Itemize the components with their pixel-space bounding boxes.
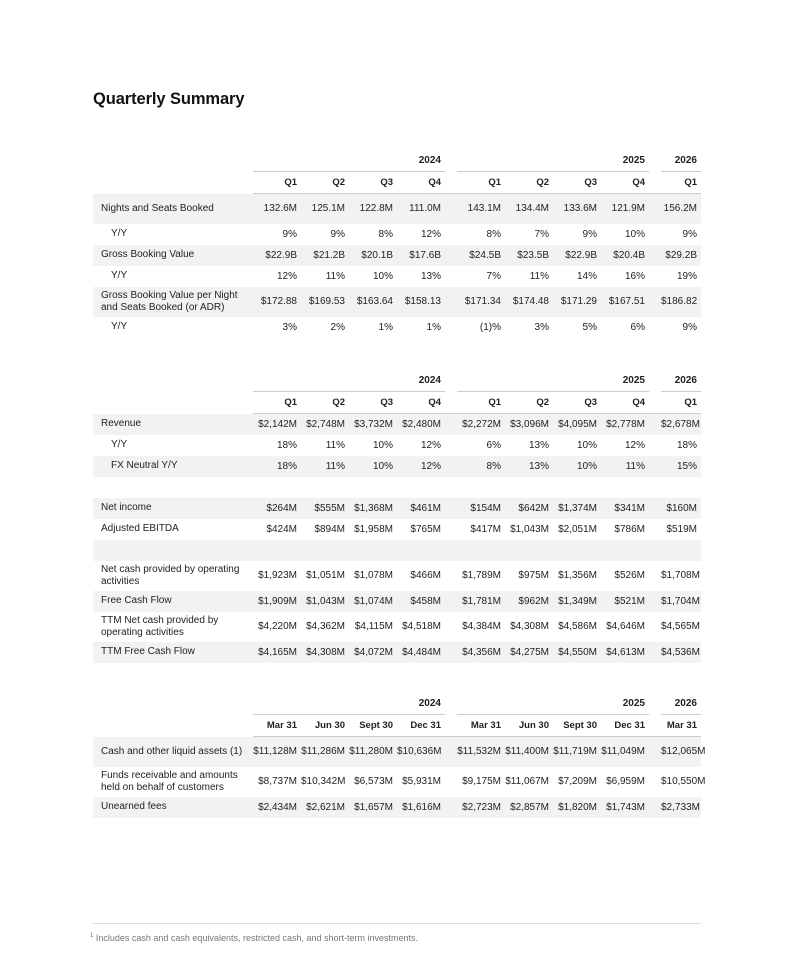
table-cell: $1,708M (661, 570, 700, 581)
table-cell: $23.5B (505, 245, 553, 266)
table-cell: 9% (330, 228, 345, 240)
table-cell: 132.6M (253, 194, 301, 224)
table-cell: 11% (325, 270, 345, 282)
column-header: Q3 (553, 392, 601, 414)
table-cell: 134.4M (505, 194, 553, 224)
table-cell: $17.6B (397, 245, 445, 266)
table-cell: 18% (276, 439, 297, 451)
footnote-divider (93, 923, 701, 924)
table-cell: $4,165M (253, 642, 301, 663)
table-row (93, 435, 701, 456)
table-cell: $11,286M (301, 737, 349, 767)
table-cell: $1,789M (462, 570, 501, 581)
table-row (93, 266, 701, 287)
table-cell: 8% (457, 456, 505, 477)
table-cell: $1,743M (601, 797, 649, 818)
table-cell: $1,781M (457, 591, 505, 612)
footnote-text: Includes cash and cash equivalents, restricted cash, and short-term investments. (95, 933, 419, 943)
table-row (93, 414, 701, 435)
column-header: Dec 31 (601, 715, 649, 737)
table-cell: $4,275M (505, 642, 553, 663)
table-cell: $4,646M (606, 621, 645, 632)
table-cell: $3,732M (349, 414, 397, 435)
table-cell: $4,550M (553, 642, 601, 663)
table-cell: $22.9B (553, 245, 601, 266)
table-cell: (1)% (479, 321, 501, 333)
table-cell: $521M (601, 591, 649, 612)
table-cell: 11% (529, 270, 549, 282)
column-header: Q2 (301, 392, 349, 414)
year-header: 2024 (253, 149, 445, 172)
row-label: Free Cash Flow (93, 591, 253, 612)
table-cell: $7,209M (558, 776, 597, 787)
row-label: Adjusted EBITDA (101, 523, 179, 534)
table-cell: $4,613M (601, 642, 649, 663)
table-row (93, 194, 701, 224)
table-cell: 14% (576, 270, 597, 282)
column-header: Q3 (349, 172, 397, 194)
column-header: Q1 (253, 392, 301, 414)
table-row (93, 224, 701, 245)
column-header: Q4 (397, 392, 445, 414)
table-cell: 133.6M (553, 194, 601, 224)
table-cell: 9% (282, 228, 297, 240)
table-row (93, 287, 701, 317)
table-cell: 11% (601, 456, 649, 477)
table-cell: $172.88 (253, 287, 301, 317)
table-cell: 1% (378, 321, 393, 333)
column-header: Q4 (601, 172, 649, 194)
table-cell: $424M (266, 523, 297, 535)
table-row (93, 561, 701, 591)
table-cell: 11% (301, 456, 349, 477)
table-cell: $4,384M (462, 621, 501, 632)
table-cell: $4,095M (553, 414, 601, 435)
table-row (93, 612, 701, 642)
table-cell: $24.5B (457, 245, 505, 266)
table-cell: 143.1M (457, 194, 505, 224)
spacer-row (93, 540, 701, 561)
table-cell: $1,820M (553, 797, 601, 818)
table-cell: $642M (505, 498, 553, 519)
table-cell: $519M (666, 523, 697, 535)
table-cell: $9,175M (462, 776, 501, 787)
table-cell: $1,051M (306, 570, 345, 581)
table-cell: $163.64 (349, 287, 397, 317)
table-cell: 7% (534, 228, 549, 240)
column-header: Q3 (349, 392, 397, 414)
table-cell: $160M (661, 498, 701, 519)
year-header: 2026 (661, 692, 701, 715)
table-cell: 10% (372, 270, 393, 282)
column-header: Q2 (301, 172, 349, 194)
table-cell: 13% (528, 439, 549, 451)
table-cell: $20.4B (601, 245, 649, 266)
table-cell: $22.9B (253, 245, 301, 266)
table-cell: $765M (410, 523, 441, 535)
column-header: Q3 (553, 172, 601, 194)
table-cell: $4,586M (558, 621, 597, 632)
column-header: Mar 31 (661, 715, 701, 737)
table-cell: 9% (682, 228, 697, 240)
column-header: Q1 (661, 172, 701, 194)
row-label: Revenue (93, 414, 253, 435)
year-header: 2025 (457, 369, 649, 392)
table-cell: $1,349M (553, 591, 601, 612)
spacer-row (93, 477, 701, 498)
table-cell: $174.48 (505, 287, 553, 317)
table-cell: $2,733M (661, 797, 701, 818)
table-cell: $5,931M (402, 776, 441, 787)
table-cell: 1% (426, 321, 441, 333)
table-cell: $11,049M (601, 737, 649, 767)
table-cell: 9% (682, 321, 697, 333)
balance-table (93, 692, 706, 818)
table-cell: 2% (330, 321, 345, 333)
table-cell: $975M (518, 570, 549, 581)
table-cell: $1,074M (349, 591, 397, 612)
table-cell: $4,536M (661, 642, 701, 663)
table-cell: $2,142M (253, 414, 301, 435)
column-header: Q1 (253, 172, 301, 194)
row-label: Gross Booking Value (93, 245, 253, 266)
table-cell: 18% (253, 456, 301, 477)
table-cell: $169.53 (301, 287, 349, 317)
table-cell: 10% (576, 439, 597, 451)
row-label: Y/Y (111, 228, 128, 239)
table-cell: $1,078M (354, 570, 393, 581)
row-label: Gross Booking Value per Night and Seats Booked (or ADR) (93, 287, 253, 317)
table-cell: $1,368M (349, 498, 397, 519)
row-label: TTM Free Cash Flow (93, 642, 253, 663)
table-cell: $1,923M (258, 570, 297, 581)
table-cell: $4,308M (301, 642, 349, 663)
table-cell: 9% (582, 228, 597, 240)
table-row (93, 456, 701, 477)
column-header: Q1 (661, 392, 701, 414)
table-cell: 111.0M (397, 194, 445, 224)
table-cell: $1,657M (349, 797, 397, 818)
row-label: TTM Net cash provided by operating activities (101, 614, 219, 638)
table-cell: $894M (314, 523, 345, 535)
column-header: Q4 (397, 172, 445, 194)
table-row (93, 737, 701, 767)
table-cell: $2,723M (457, 797, 505, 818)
table-cell: 10% (624, 228, 645, 240)
table-cell: $4,518M (402, 621, 441, 632)
table-cell: 122.8M (349, 194, 397, 224)
table-cell: $962M (505, 591, 553, 612)
table-cell: $29.2B (661, 245, 701, 266)
table-cell: 12% (420, 439, 441, 451)
column-header: Q1 (457, 392, 505, 414)
year-header: 2024 (253, 692, 445, 715)
table-cell: $2,272M (457, 414, 505, 435)
table-cell: 121.9M (601, 194, 649, 224)
column-header: Dec 31 (397, 715, 445, 737)
year-header: 2024 (253, 369, 445, 392)
bookings-table (93, 149, 701, 338)
table-cell: 7% (486, 270, 501, 282)
table-cell: $264M (253, 498, 301, 519)
table-cell: $10,550M (661, 776, 706, 787)
table-cell: 16% (624, 270, 645, 282)
table-cell: $154M (457, 498, 505, 519)
table-cell: 8% (378, 228, 393, 240)
table-cell: $6,959M (606, 776, 645, 787)
table-cell: $10,636M (397, 737, 445, 767)
table-cell: 8% (486, 228, 501, 240)
table-cell: $466M (410, 570, 441, 581)
table-cell: $6,573M (354, 776, 393, 787)
row-label: Cash and other liquid assets (1) (93, 737, 253, 767)
table-cell: $21.2B (301, 245, 349, 266)
table-cell: $20.1B (349, 245, 397, 266)
table-cell: $4,308M (510, 621, 549, 632)
table-cell: 12% (397, 456, 445, 477)
table-cell: $461M (397, 498, 445, 519)
footnote (90, 933, 418, 943)
table-cell: $12,065M (661, 737, 701, 767)
table-cell: 10% (553, 456, 601, 477)
table-cell: $1,958M (354, 523, 393, 535)
column-header: Jun 30 (301, 715, 349, 737)
table-cell: $11,067M (505, 776, 549, 787)
table-cell: $8,737M (258, 776, 297, 787)
table-cell: 156.2M (661, 194, 701, 224)
table-cell: $4,356M (457, 642, 505, 663)
table-cell: 6% (486, 439, 501, 451)
row-label: Net income (93, 498, 253, 519)
table-cell: 5% (582, 321, 597, 333)
table-cell: 12% (420, 228, 441, 240)
table-cell: $11,719M (553, 737, 601, 767)
row-label: FX Neutral Y/Y (93, 456, 253, 477)
table-cell: 6% (630, 321, 645, 333)
column-header: Q1 (457, 172, 505, 194)
table-cell: $341M (601, 498, 649, 519)
table-cell: $1,374M (553, 498, 601, 519)
row-label: Y/Y (111, 270, 128, 281)
table-row (93, 245, 701, 266)
table-cell: 10% (349, 456, 397, 477)
table-cell: $2,678M (661, 414, 701, 435)
column-header: Sept 30 (349, 715, 397, 737)
table-cell: $11,128M (253, 737, 301, 767)
row-label: Unearned fees (93, 797, 253, 818)
table-cell: $1,356M (558, 570, 597, 581)
table-cell: 3% (282, 321, 297, 333)
table-cell: $2,857M (505, 797, 553, 818)
year-header: 2025 (457, 149, 649, 172)
table-cell: $3,096M (505, 414, 553, 435)
table-cell: $4,565M (661, 621, 700, 632)
table-cell: 12% (276, 270, 297, 282)
table-cell: 18% (676, 439, 697, 451)
table-cell: $786M (614, 523, 645, 535)
table-cell: $171.34 (457, 287, 505, 317)
column-header: Q4 (601, 392, 649, 414)
table-cell: $4,115M (354, 621, 393, 632)
table-cell: $1,704M (661, 591, 701, 612)
table-cell: $11,400M (505, 737, 553, 767)
column-header: Q2 (505, 172, 553, 194)
table-cell: $11,532M (457, 737, 505, 767)
table-cell: 19% (676, 270, 697, 282)
row-label: Net cash provided by operating activities (101, 563, 240, 587)
table-cell: $4,220M (258, 621, 297, 632)
table-cell: 11% (325, 439, 345, 451)
table-cell: $458M (397, 591, 445, 612)
table-cell: $1,043M (301, 591, 349, 612)
table-cell: 13% (420, 270, 441, 282)
column-header: Jun 30 (505, 715, 553, 737)
table-row (93, 519, 701, 540)
table-cell: $2,778M (601, 414, 649, 435)
table-cell: $2,748M (301, 414, 349, 435)
table-row (93, 797, 701, 818)
table-cell: 13% (505, 456, 553, 477)
table-cell: $1,616M (397, 797, 445, 818)
table-cell: $10,342M (301, 776, 346, 787)
table-cell: $167.51 (601, 287, 649, 317)
table-cell: $526M (614, 570, 645, 581)
table-cell: $2,051M (558, 523, 597, 535)
row-label: Y/Y (111, 321, 128, 332)
table-row (93, 767, 701, 797)
table-cell: 3% (534, 321, 549, 333)
table-cell: $417M (470, 523, 501, 535)
year-header: 2026 (661, 149, 701, 172)
table-cell: $2,480M (397, 414, 445, 435)
table-cell: 125.1M (301, 194, 349, 224)
column-header: Mar 31 (457, 715, 505, 737)
year-header: 2026 (661, 369, 701, 392)
table-cell: $171.29 (553, 287, 601, 317)
table-cell: $1,043M (510, 523, 549, 535)
table-cell: $186.82 (661, 287, 701, 317)
table-row (93, 591, 701, 612)
row-label: Y/Y (111, 439, 128, 450)
table-cell: $158.13 (397, 287, 445, 317)
column-header: Sept 30 (553, 715, 601, 737)
table-cell: 15% (661, 456, 701, 477)
footnote-marker: 1 (90, 933, 94, 939)
table-cell: 10% (372, 439, 393, 451)
table-cell: 12% (624, 439, 645, 451)
table-cell: $11,280M (349, 737, 397, 767)
table-row (93, 498, 701, 519)
column-header: Mar 31 (253, 715, 301, 737)
table-cell: $4,072M (349, 642, 397, 663)
page-title: Quarterly Summary (93, 90, 245, 108)
table-cell: $4,484M (397, 642, 445, 663)
row-label: Nights and Seats Booked (93, 194, 253, 224)
table-row (93, 642, 701, 663)
table-row (93, 317, 701, 338)
row-label: Funds receivable and amounts held on behalf of customers (101, 769, 238, 793)
table-cell: $2,434M (253, 797, 301, 818)
table-cell: $2,621M (301, 797, 349, 818)
table-cell: $4,362M (306, 621, 345, 632)
table-cell: $1,909M (253, 591, 301, 612)
table-cell: $555M (301, 498, 349, 519)
column-header: Q2 (505, 392, 553, 414)
financials-table (93, 369, 701, 663)
year-header: 2025 (457, 692, 649, 715)
